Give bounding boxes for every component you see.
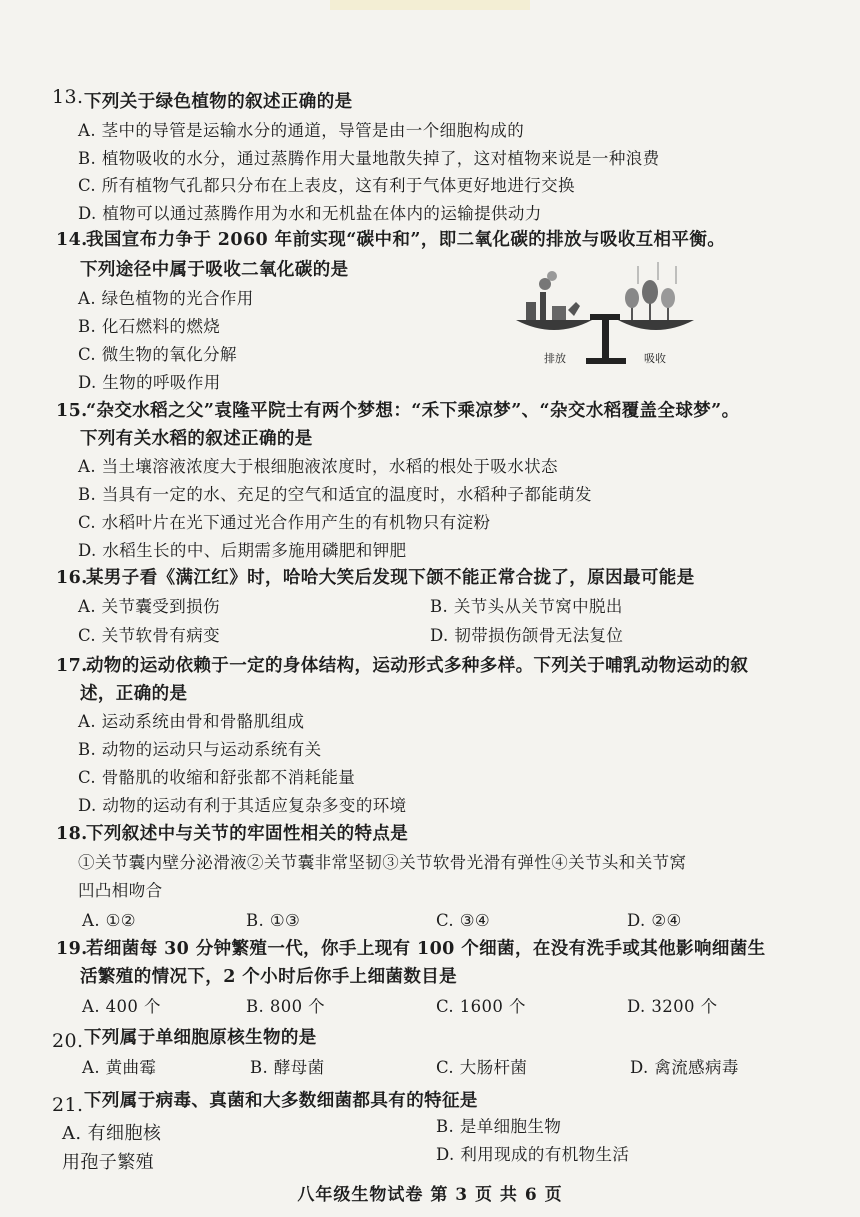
carbon-balance-scale-figure bbox=[512, 258, 702, 370]
option-a: A. 400 个 bbox=[82, 997, 161, 1016]
option-c: 用孢子繁殖 bbox=[62, 1152, 154, 1173]
figure-label-emit: 排放 bbox=[544, 352, 566, 365]
question-number: 20. bbox=[52, 1030, 84, 1052]
scale-stand bbox=[602, 314, 609, 358]
option-a: A. 绿色植物的光合作用 bbox=[78, 289, 254, 308]
question-number: 19. bbox=[56, 939, 88, 959]
question-stem: 下列属于单细胞原核生物的是 bbox=[84, 1028, 317, 1048]
option-d: D. 生物的呼吸作用 bbox=[78, 373, 221, 392]
option-d: D. 植物可以通过蒸腾作用为水和无机盐在体内的运输提供动力 bbox=[78, 204, 542, 223]
page-footer: 八年级生物试卷 第 3 页 共 6 页 bbox=[297, 1185, 563, 1205]
smoke-icon bbox=[547, 271, 557, 281]
question-stem: 下列属于病毒、真菌和大多数细菌都具有的特征是 bbox=[84, 1091, 478, 1111]
option-d: D. 利用现成的有机物生活 bbox=[436, 1145, 630, 1164]
question-stem: 下列关于绿色植物的叙述正确的是 bbox=[84, 92, 353, 112]
question-number: 16. bbox=[56, 568, 88, 588]
question-number: 21. bbox=[52, 1094, 84, 1116]
option-d: D. 水稻生长的中、后期需多施用磷肥和钾肥 bbox=[78, 541, 407, 560]
option-b: B. 关节头从关节窝中脱出 bbox=[430, 597, 623, 616]
option-b: B. 植物吸收的水分，通过蒸腾作用大量地散失掉了，这对植物来说是一种浪费 bbox=[78, 149, 660, 168]
option-a: A. ①② bbox=[82, 911, 136, 930]
factory-icon bbox=[552, 306, 566, 320]
option-d: D. 动物的运动有利于其适应复杂多变的环境 bbox=[78, 796, 407, 815]
option-b: B. 化石燃料的燃烧 bbox=[78, 317, 221, 336]
option-d: D. 3200 个 bbox=[627, 997, 718, 1016]
question-number: 15. bbox=[56, 401, 88, 421]
statement-list: ①关节囊内壁分泌滑液②关节囊非常坚韧③关节软骨光滑有弹性④关节头和关节窝 bbox=[78, 853, 687, 872]
question-stem: 动物的运动依赖于一定的身体结构，运动形式多种多样。下列关于哺乳动物运动的叙 bbox=[86, 656, 749, 676]
right-pan bbox=[618, 320, 694, 330]
question-stem: “杂交水稻之父”袁隆平院士有两个梦想：“禾下乘凉梦”、“杂交水稻覆盖全球梦”。 bbox=[86, 401, 740, 421]
option-d: D. 韧带损伤颌骨无法复位 bbox=[430, 626, 624, 645]
factory-icon bbox=[526, 302, 536, 320]
question-stem-cont: 述，正确的是 bbox=[80, 684, 188, 704]
option-a: A. 黄曲霉 bbox=[82, 1058, 157, 1077]
question-stem-cont: 下列有关水稻的叙述正确的是 bbox=[80, 429, 313, 449]
question-stem-cont: 下列途径中属于吸收二氧化碳的是 bbox=[80, 260, 349, 280]
option-c: C. 关节软骨有病变 bbox=[78, 626, 221, 645]
option-c: C. 1600 个 bbox=[436, 997, 526, 1016]
option-a: A. 当土壤溶液浓度大于根细胞液浓度时，水稻的根处于吸水状态 bbox=[78, 457, 558, 476]
option-b: B. 酵母菌 bbox=[250, 1058, 325, 1077]
option-b: B. ①③ bbox=[246, 911, 301, 930]
option-a: A. 有细胞核 bbox=[62, 1123, 162, 1144]
oil-pump-icon bbox=[568, 302, 580, 316]
question-number: 18. bbox=[56, 824, 88, 844]
question-stem-cont: 活繁殖的情况下，2 个小时后你手上细菌数目是 bbox=[80, 967, 458, 987]
option-a: A. 运动系统由骨和骨骼肌组成 bbox=[78, 712, 305, 731]
question-stem: 某男子看《满江红》时，哈哈大笑后发现下颌不能正常合拢了，原因最可能是 bbox=[86, 568, 695, 588]
highlight-mark bbox=[330, 0, 530, 10]
question-number: 14. bbox=[56, 230, 88, 250]
option-c: C. 大肠杆菌 bbox=[436, 1058, 528, 1077]
option-c: C. 微生物的氧化分解 bbox=[78, 345, 237, 364]
question-number: 17. bbox=[56, 656, 88, 676]
question-stem: 下列叙述中与关节的牢固性相关的特点是 bbox=[86, 824, 409, 844]
option-c: C. 所有植物气孔都只分布在上表皮，这有利于气体更好地进行交换 bbox=[78, 176, 575, 195]
question-stem: 我国宣布力争于 2060 年前实现“碳中和”，即二氧化碳的排放与吸收互相平衡。 bbox=[86, 230, 726, 250]
option-a: A. 关节囊受到损伤 bbox=[78, 597, 220, 616]
option-b: B. 800 个 bbox=[246, 997, 326, 1016]
scale-base bbox=[586, 358, 626, 364]
question-stem: 若细菌每 30 分钟繁殖一代，你手上现有 100 个细菌，在没有洗手或其他影响细菌生 bbox=[86, 939, 766, 959]
option-c: C. 骨骼肌的收缩和舒张都不消耗能量 bbox=[78, 768, 356, 787]
statement-list-cont: 凹凸相吻合 bbox=[78, 881, 163, 900]
figure-label-absorb: 吸收 bbox=[644, 352, 666, 365]
trees-icon bbox=[625, 262, 676, 320]
option-b: B. 当具有一定的水、充足的空气和适宜的温度时，水稻种子都能萌发 bbox=[78, 485, 592, 504]
option-c: C. 水稻叶片在光下通过光合作用产生的有机物只有淀粉 bbox=[78, 513, 491, 532]
chimney-icon bbox=[540, 292, 546, 320]
question-number: 13. bbox=[52, 86, 84, 108]
option-d: D. 禽流感病毒 bbox=[630, 1058, 739, 1077]
option-a: A. 茎中的导管是运输水分的通道，导管是由一个细胞构成的 bbox=[78, 121, 525, 140]
left-pan bbox=[516, 320, 592, 330]
option-d: D. ②④ bbox=[627, 911, 682, 930]
option-c: C. ③④ bbox=[436, 911, 491, 930]
option-b: B. 动物的运动只与运动系统有关 bbox=[78, 740, 322, 759]
option-b: B. 是单细胞生物 bbox=[436, 1117, 562, 1136]
